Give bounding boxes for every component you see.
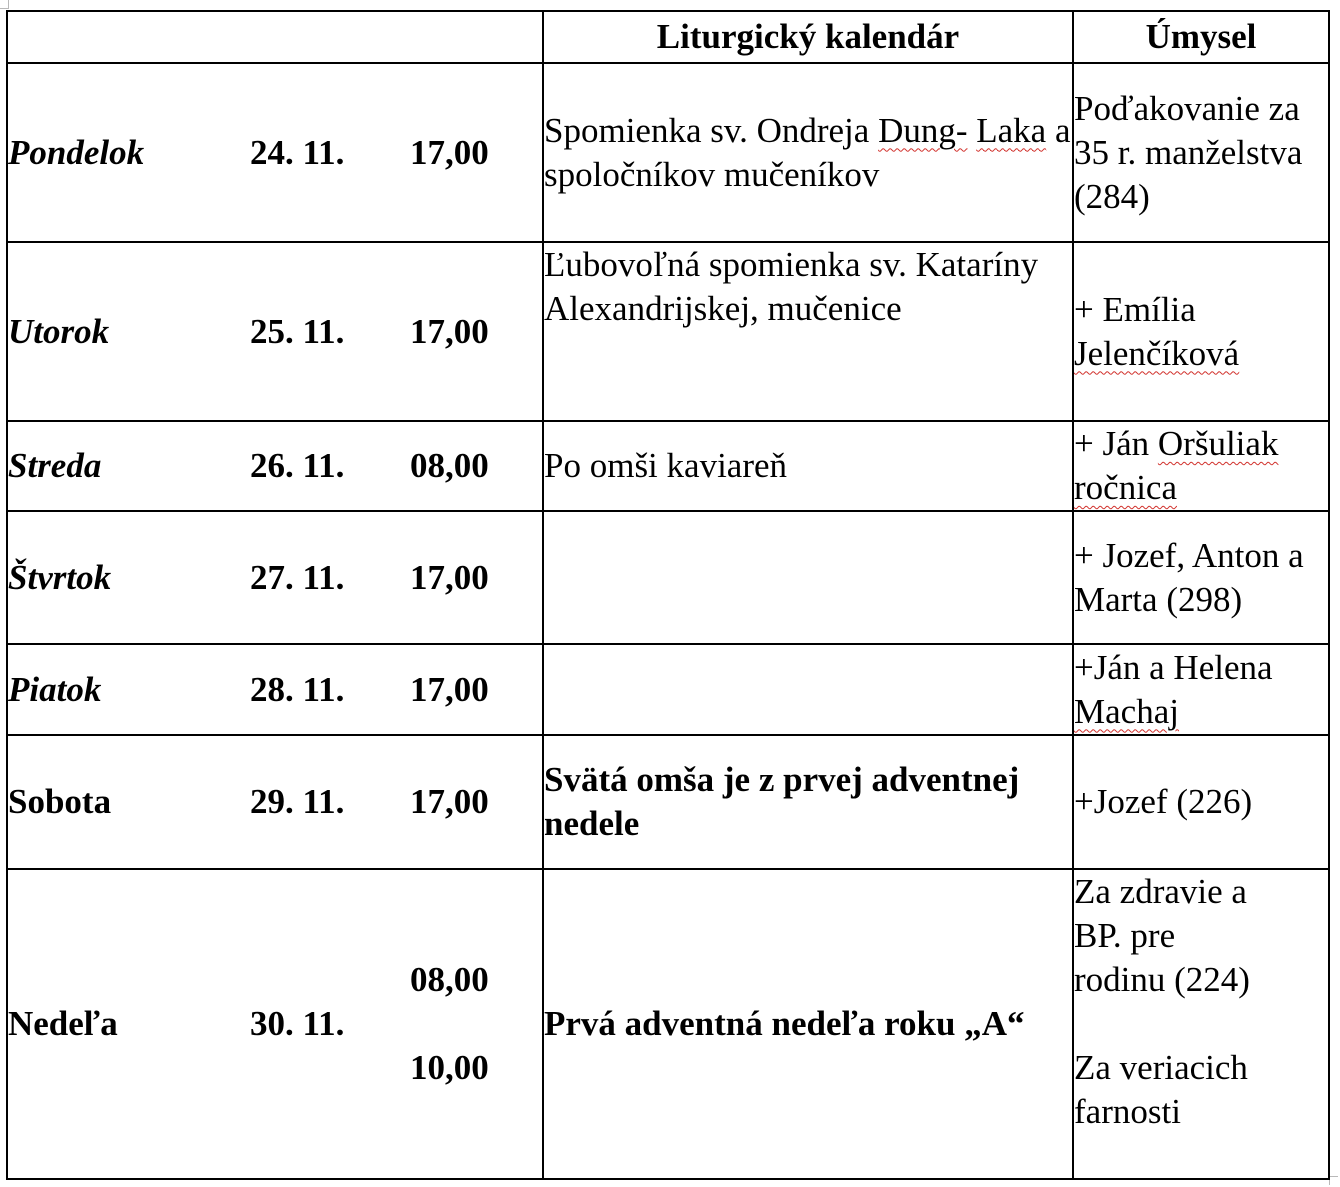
day-date-time-cell [7, 869, 543, 1179]
calendar-cell [543, 63, 1073, 242]
table-row [7, 63, 1329, 242]
day-date-time-cell [7, 644, 543, 735]
mass-time: 08,00 [410, 446, 489, 485]
date: 29. 11. [250, 782, 345, 821]
header-intention: Úmysel [1073, 11, 1329, 63]
mass-time: 17,00 [410, 311, 489, 351]
mass-time: 17,00 [410, 782, 489, 821]
intention-spacer [1074, 1002, 1328, 1046]
page-corner-mark [0, 0, 9, 9]
date: 30. 11. [250, 1004, 345, 1043]
header-row [7, 11, 1329, 63]
intention-text: + Emília [1074, 289, 1196, 329]
calendar-cell [543, 242, 1073, 421]
calendar-text: Svätá omša je z prvej adventnej nedele [544, 760, 1020, 843]
calendar-cell [543, 869, 1073, 1179]
date: 24. 11. [250, 132, 345, 172]
intention-text: Za zdravie a BP. pre rodinu (224) [1074, 872, 1250, 999]
calendar-text: Spomienka sv. Ondreja [544, 110, 879, 150]
calendar-cell [543, 421, 1073, 511]
intention-text: + Ján [1074, 424, 1158, 463]
calendar-cell [543, 511, 1073, 644]
table-row [7, 735, 1329, 869]
day-name: Sobota [8, 782, 112, 821]
table-row [7, 644, 1329, 735]
date: 26. 11. [250, 446, 345, 485]
day-name: Streda [8, 446, 102, 485]
spellcheck-word: Oršuliak [1157, 424, 1279, 463]
intention-cell [1073, 421, 1329, 511]
spellcheck-word: Dung- [878, 110, 968, 150]
intention-text: +Ján a Helena [1074, 647, 1273, 687]
mass-time: 17,00 [410, 557, 489, 597]
spellcheck-word: Jelenčíková [1074, 333, 1240, 373]
calendar-text: Po omši kaviareň [544, 446, 788, 485]
calendar-cell [543, 644, 1073, 735]
intention-cell [1073, 869, 1329, 1179]
date: 25. 11. [250, 311, 345, 351]
calendar-text: Ľubovoľná spomienka sv. Kataríny Alexandrijskej, mučenice [544, 245, 1039, 328]
calendar-text: a spoločníkov mučeníkov [544, 110, 1071, 194]
spellcheck-word: Machaj [1074, 691, 1179, 731]
mass-time: 17,00 [410, 132, 489, 172]
table-row [7, 511, 1329, 644]
intention-cell [1073, 735, 1329, 869]
calendar-text: Prvá adventná nedeľa roku „A“ [544, 1004, 1025, 1043]
date: 28. 11. [250, 669, 345, 709]
header-calendar: Liturgický kalendár [543, 11, 1073, 63]
day-date-time-cell [7, 421, 543, 511]
page-corner-mark [1329, 1176, 1338, 1185]
day-name: Štvrtok [8, 557, 112, 597]
mass-time: 17,00 [410, 669, 489, 709]
intention-text: + Jozef, Anton a Marta (298) [1074, 535, 1304, 619]
day-date-time-cell [7, 511, 543, 644]
spellcheck-word: Laka [976, 110, 1047, 150]
day-name: Utorok [8, 311, 110, 351]
intention-text: Poďakovanie za 35 r. manželstva (284) [1074, 88, 1303, 216]
day-date-time-cell [7, 735, 543, 869]
day-name: Nedeľa [8, 1004, 118, 1043]
intention-cell [1073, 511, 1329, 644]
table-row [7, 242, 1329, 421]
day-name: Piatok [8, 669, 102, 709]
day-date-time-cell [7, 242, 543, 421]
mass-times [410, 958, 520, 1090]
date: 27. 11. [250, 557, 345, 597]
table-row [7, 869, 1329, 1179]
intention-cell [1073, 644, 1329, 735]
spellcheck-word: ročnica [1074, 468, 1177, 507]
calendar-cell [543, 735, 1073, 869]
intention-cell [1073, 242, 1329, 421]
day-date-time-cell [7, 63, 543, 242]
mass-schedule-table [6, 10, 1330, 1180]
intention-text: Za veriacich farnosti [1074, 1048, 1248, 1131]
day-name: Pondelok [8, 132, 145, 172]
intention-text: +Jozef (226) [1074, 782, 1253, 821]
intention-cell [1073, 63, 1329, 242]
mass-time: 10,00 [410, 1048, 489, 1087]
mass-time: 08,00 [410, 960, 489, 999]
header-empty-cell [7, 11, 543, 63]
table-row [7, 421, 1329, 511]
